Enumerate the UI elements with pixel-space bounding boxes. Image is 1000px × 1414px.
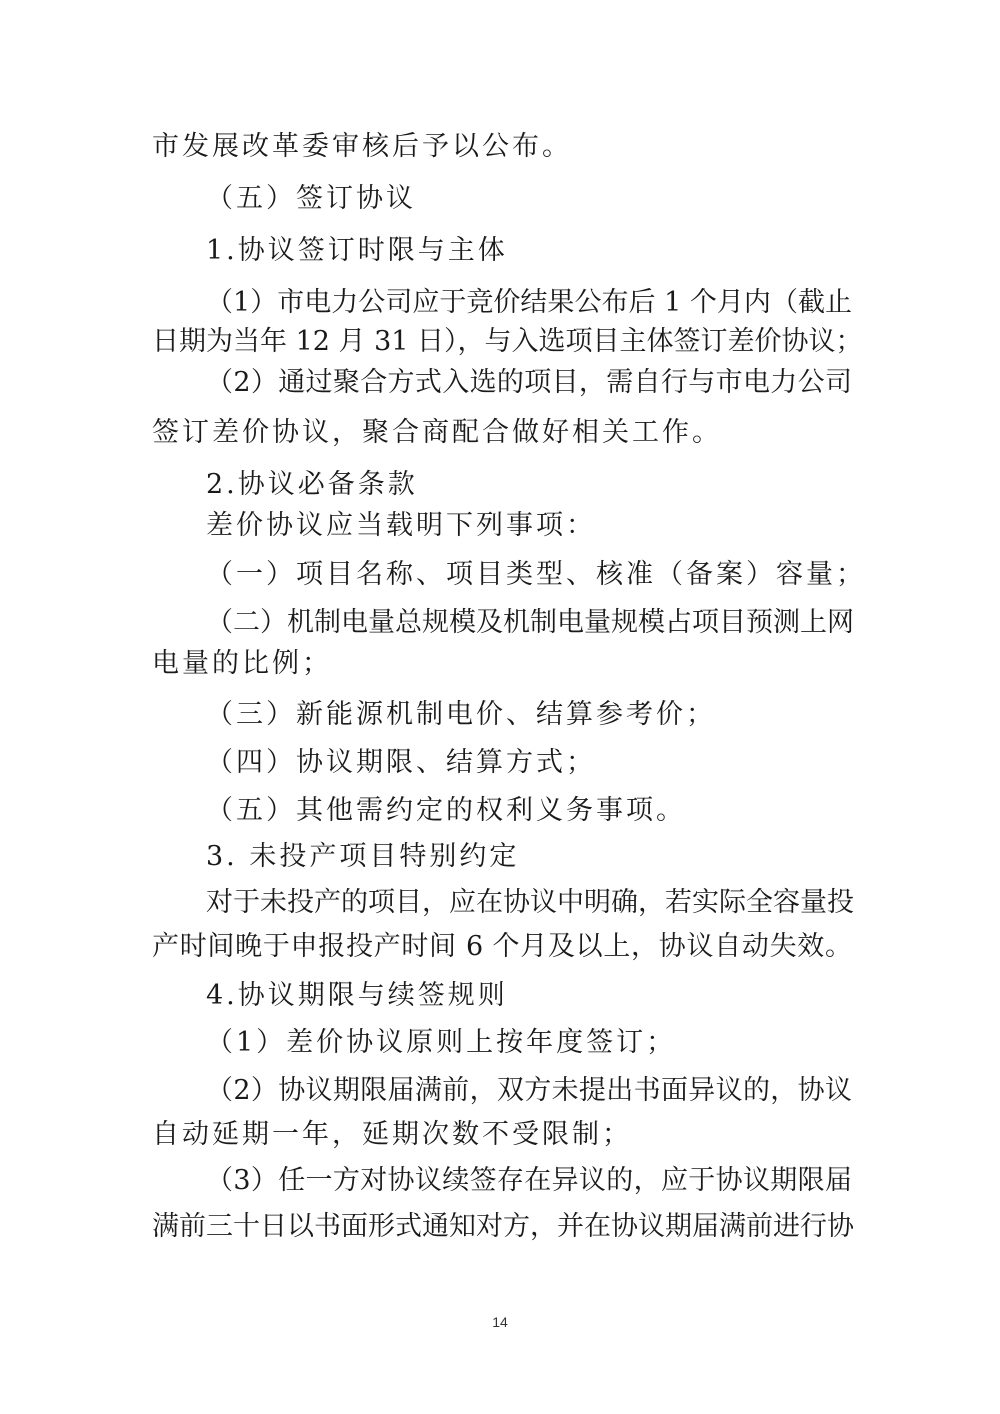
- list-item: （1）差价协议原则上按年度签订；: [206, 1027, 677, 1058]
- body-text-line: 差价协议应当载明下列事项：: [206, 510, 596, 541]
- body-text-line: （2）通过聚合方式入选的项目，需自行与市电力公司: [206, 367, 852, 398]
- body-text-line: 对于未投产的项目，应在协议中明确，若实际全容量投: [206, 887, 854, 918]
- body-text-line: 产时间晚于申报投产时间 6 个月及以上，协议自动失效。: [152, 931, 852, 962]
- list-item: （五）其他需约定的权利义务事项。: [206, 795, 686, 826]
- list-item: （四）协议期限、结算方式；: [206, 747, 596, 778]
- section-heading: （五）签订协议: [206, 183, 416, 214]
- list-item: （一）项目名称、项目类型、核准（备案）容量；: [206, 559, 866, 590]
- list-item: （3）任一方对协议续签存在异议的，应于协议期限届: [206, 1165, 852, 1196]
- list-item: （2）协议期限届满前，双方未提出书面异议的，协议: [206, 1075, 852, 1106]
- list-item: （二）机制电量总规模及机制电量规模占项目预测上网: [206, 607, 854, 638]
- page-number: 14: [492, 1314, 508, 1330]
- list-item-continuation: 电量的比例；: [152, 648, 332, 679]
- body-text-line: （1）市电力公司应于竞价结果公布后 1 个月内（截止: [206, 287, 852, 318]
- list-item: （三）新能源机制电价、结算参考价；: [206, 699, 716, 730]
- body-text-line: 签订差价协议，聚合商配合做好相关工作。: [152, 417, 722, 448]
- subsection-heading: 4.协议期限与续签规则: [206, 980, 508, 1011]
- body-text-line: 日期为当年 12 月 31 日），与入选项目主体签订差价协议；: [152, 326, 863, 357]
- subsection-heading: 1.协议签订时限与主体: [206, 235, 508, 266]
- body-text-line: 市发展改革委审核后予以公布。: [152, 131, 572, 162]
- subsection-heading: 3. 未投产项目特别约定: [206, 841, 520, 872]
- list-item-continuation: 自动延期一年，延期次数不受限制；: [152, 1119, 632, 1150]
- list-item-continuation: 满前三十日以书面形式通知对方，并在协议期届满前进行协: [152, 1211, 854, 1242]
- subsection-heading: 2.协议必备条款: [206, 469, 418, 500]
